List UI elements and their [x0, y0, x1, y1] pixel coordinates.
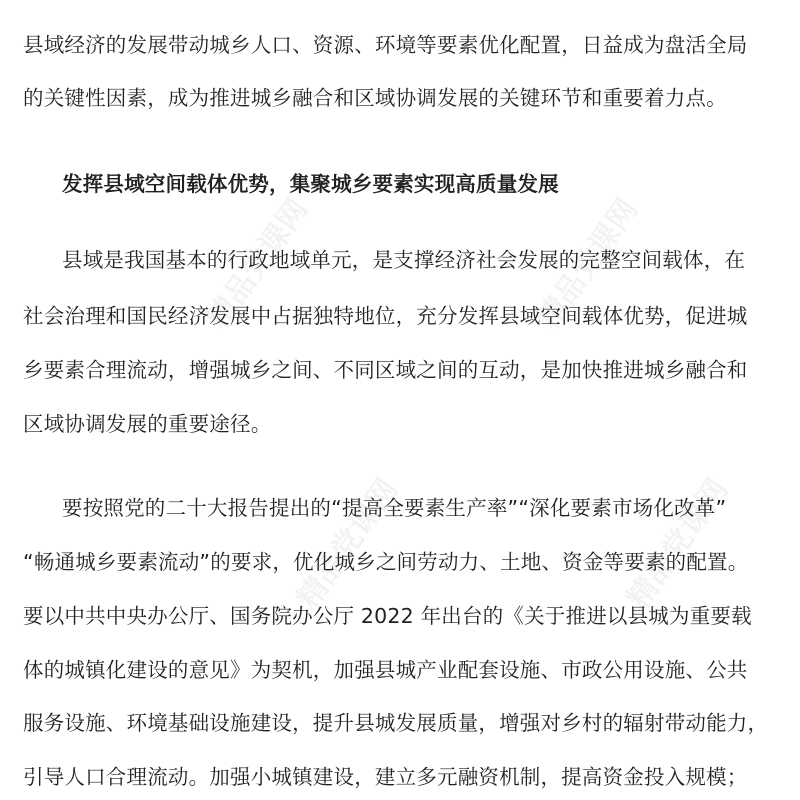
paragraph-line: 的关键性因素，成为推进城乡融合和区域协调发展的关键环节和重要着力点。: [23, 86, 727, 110]
paragraph-line: 县域是我国基本的行政地域单元，是支撑经济社会发展的完整空间载体，在: [62, 248, 746, 272]
watermark: 精品党课网: [620, 472, 736, 616]
paragraph-line: 要以中共中央办公厅、国务院办公厅 2022 年出台的《关于推进以县城为重要载: [23, 604, 752, 628]
paragraph-line: 乡要素合理流动，增强城乡之间、不同区域之间的互动，是加快推进城乡融合和: [23, 358, 748, 382]
paragraph-line: 体的城镇化建设的意见》为契机，加强县城产业配套设施、市政公用设施、公共: [23, 658, 748, 682]
watermark: 精品党课网: [290, 472, 406, 616]
paragraph-line: 县域经济的发展带动城乡人口、资源、环境等要素优化配置，日益成为盘活全局: [23, 33, 748, 57]
paragraph-line: 要按照党的二十大报告提出的“提高全要素生产率”“深化要素市场化改革”: [62, 496, 727, 520]
watermark: 精品党课网: [200, 192, 316, 336]
paragraph-line: 区域协调发展的重要途径。: [23, 412, 272, 436]
paragraph-line: 引导人口合理流动。加强小城镇建设，建立多元融资机制，提高资金投入规模；: [23, 765, 748, 789]
paragraph-line: “畅通城乡要素流动”的要求，优化城乡之间劳动力、土地、资金等要素的配置。: [23, 550, 749, 574]
paragraph-line: 服务设施、环境基础设施建设，提升县城发展质量，增强对乡村的辐射带动能力，: [23, 711, 769, 735]
paragraph-line: 社会治理和国民经济发展中占据独特地位，充分发挥县域空间载体优势，促进城: [23, 304, 748, 328]
watermark: 精品党课网: [530, 192, 646, 336]
section-heading: 发挥县域空间载体优势，集聚城乡要素实现高质量发展: [62, 172, 559, 196]
